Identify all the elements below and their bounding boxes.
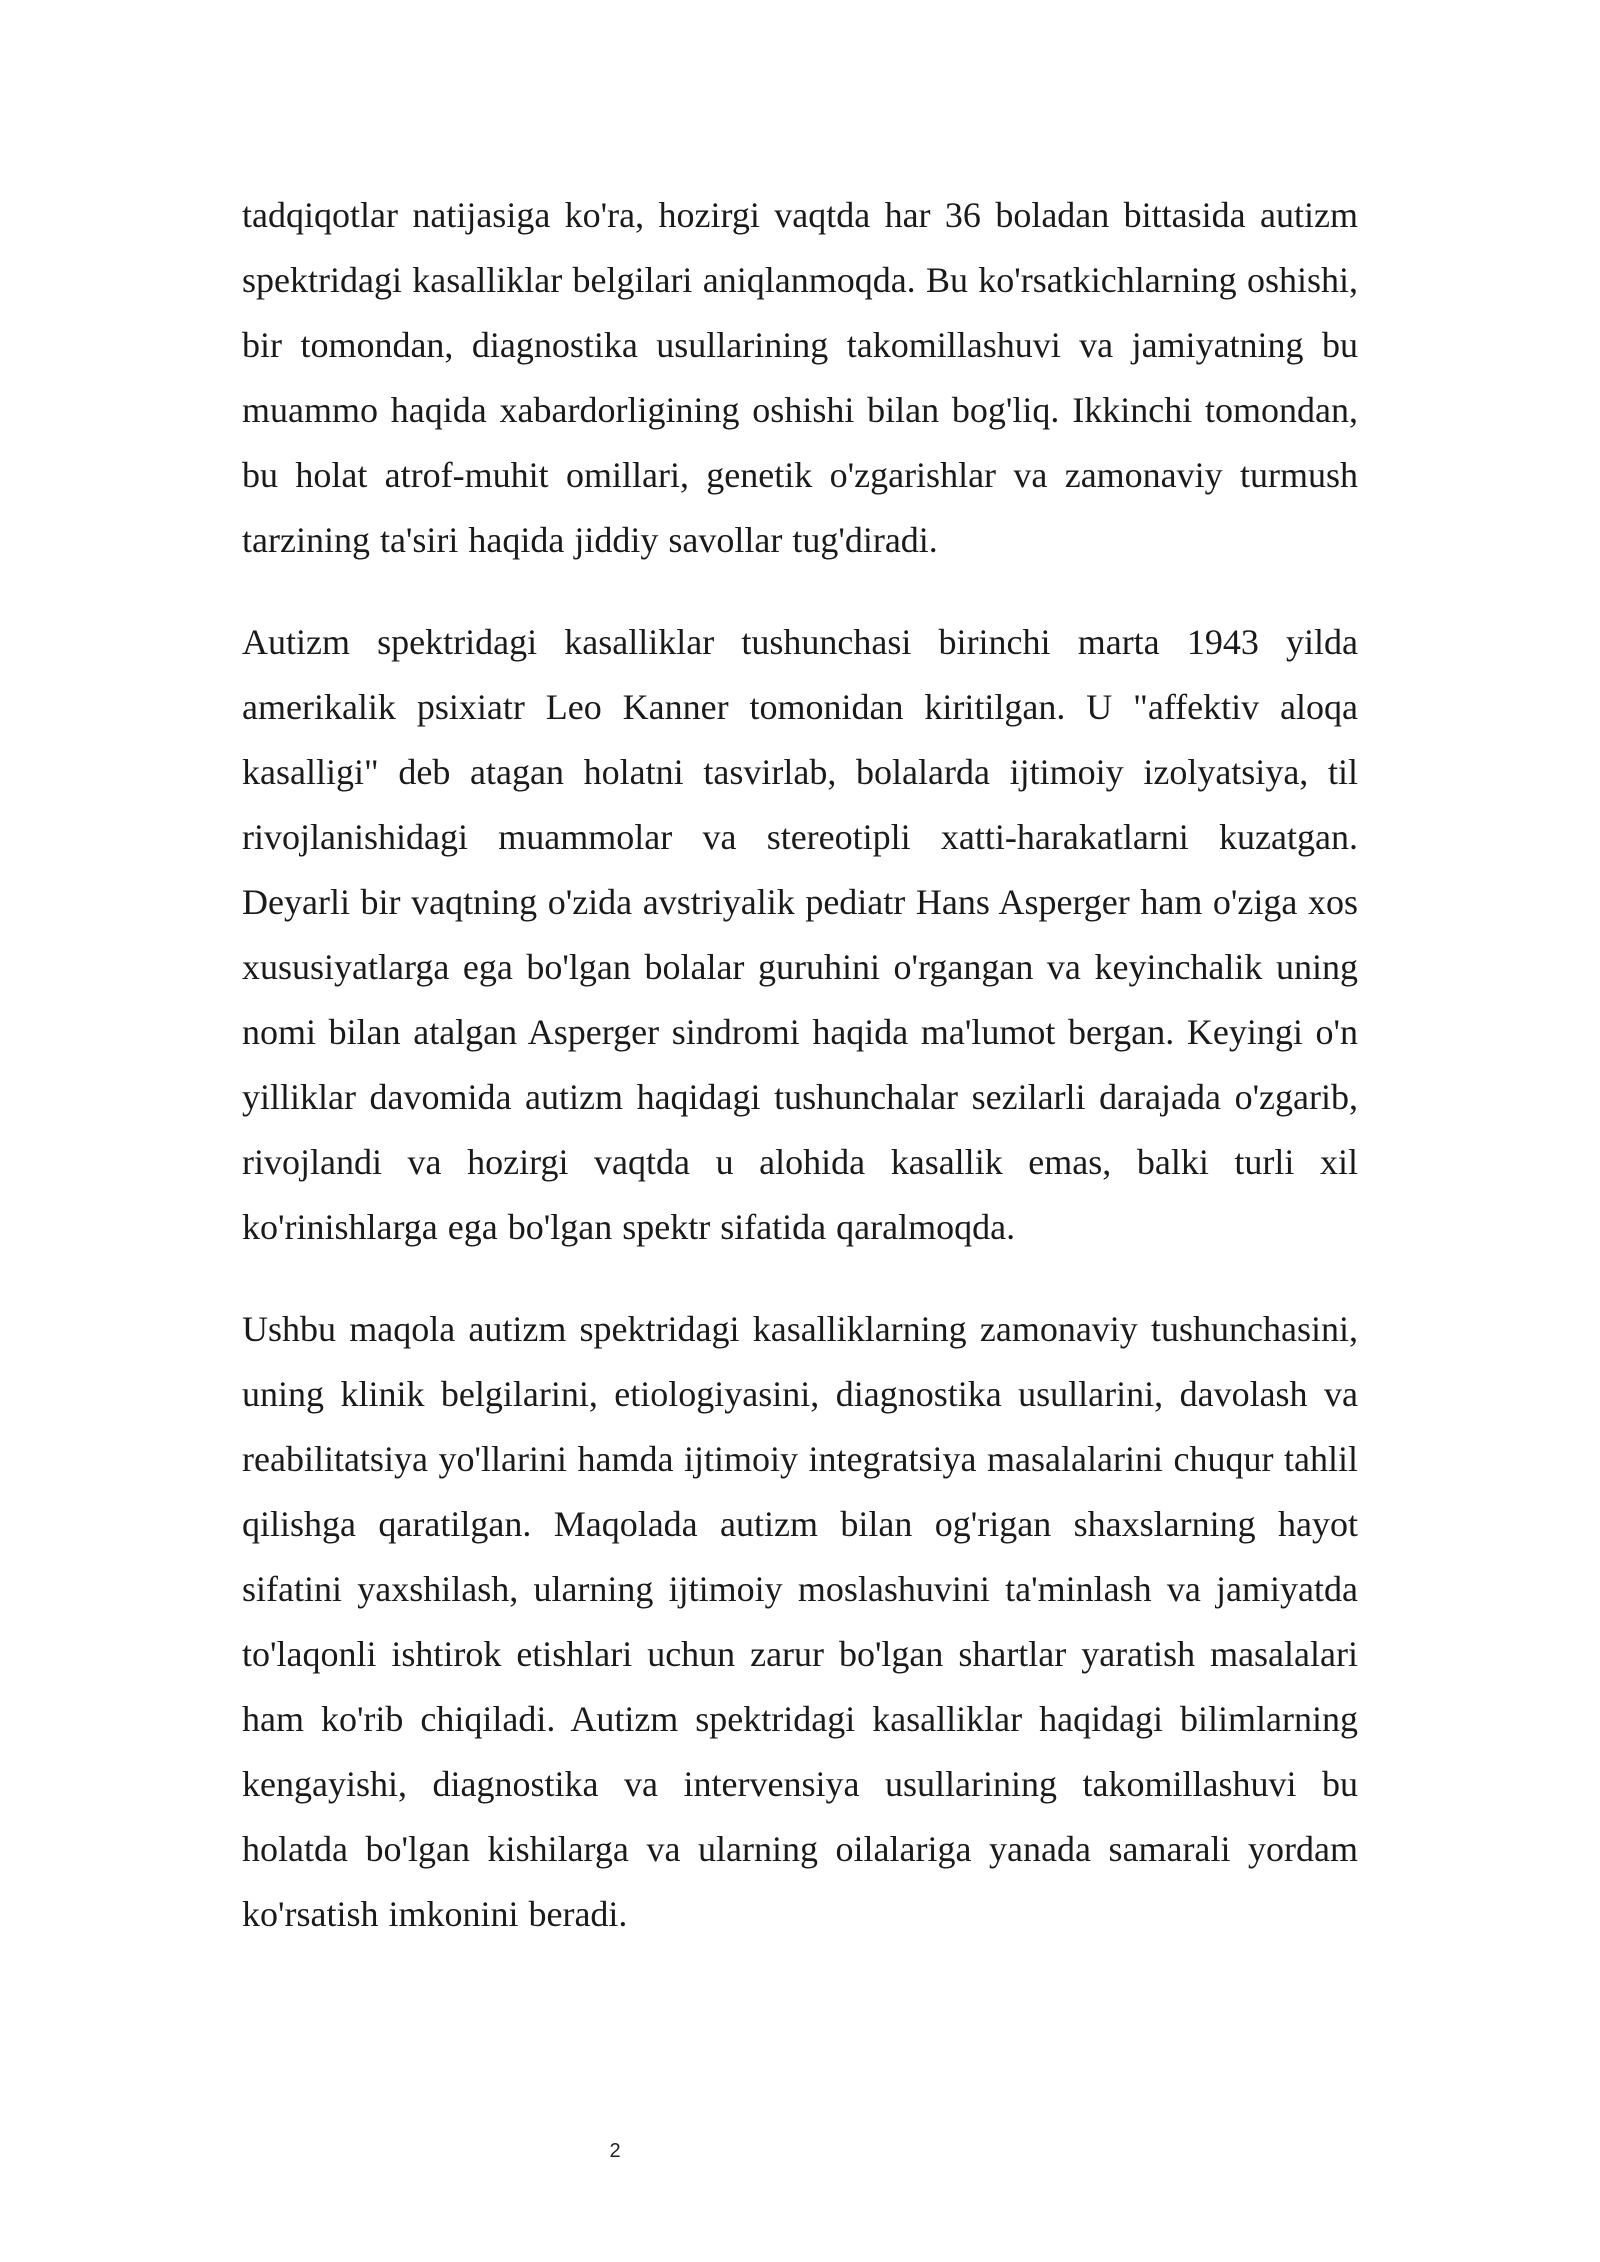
paragraph-2: Autizm spektridagi kasalliklar tushunchasi birinchi marta 1943 yilda amerikalik psixiatr Leo Kanner tomonidan kiritilgan. U "affektiv aloqa kasalligi" deb atagan holatni tasvirlab, bolalarda ijtimoiy izolyatsiya, til rivojlanishidagi muammolar va stereotipli xatti-harakatlarni kuzatgan. Deyarli bir vaqtning o'zida avstriyalik pediatr Hans Asperger ham o'ziga xos xususiyatlarga ega bo'lgan bolalar guruhini o'rgangan va keyinchalik uning nomi bilan atalgan Asperger sindromi haqida ma'lumot bergan. Keyingi o'n yilliklar davomida autizm haqidagi tushunchalar sezilarli darajada o'zgarib, rivojlandi va hozirgi vaqtda u alohida kasallik emas, balki turli xil ko'rinishlarga ega bo'lgan spektr sifatida qaralmoqda.	[242, 622, 1358, 1247]
page-number: 2	[609, 2140, 621, 2162]
paragraph-1: tadqiqotlar natijasiga ko'ra, hozirgi vaqtda har 36 boladan bittasida autizm spektridagi kasalliklar belgilari aniqlanmoqda. Bu ko'rsatkichlarning oshishi, bir tomondan, diagnostika usullarining takomillashuvi va jamiyatning bu muammo haqida xabardorligining oshishi bilan bog'liq. Ikkinchi tomondan, bu holat atrof-muhit omillari, genetik o'zgarishlar va zamonaviy turmush tarzining ta'siri haqida jiddiy savollar tug'diradi.	[242, 195, 1358, 560]
paragraph-3: Ushbu maqola autizm spektridagi kasalliklarning zamonaviy tushunchasini, uning klinik belgilarini, etiologiyasini, diagnostika usullarini, davolash va reabilitatsiya yo'llarini hamda ijtimoiy integratsiya masalalarini chuqur tahlil qilishga qaratilgan. Maqolada autizm bilan og'rigan shaxslarning hayot sifatini yaxshilash, ularning ijtimoiy moslashuvini ta'minlash va jamiyatda to'laqonli ishtirok etishlari uchun zarur bo'lgan shartlar yaratish masalalari ham ko'rib chiqiladi. Autizm spektridagi kasalliklar haqidagi bilimlarning kengayishi, diagnostika va intervensiya usullarining takomillashuvi bu holatda bo'lgan kishilarga va ularning oilalariga yanada samarali yordam ko'rsatish imkonini beradi.	[242, 1309, 1358, 1934]
page-body	[242, 183, 1358, 1984]
